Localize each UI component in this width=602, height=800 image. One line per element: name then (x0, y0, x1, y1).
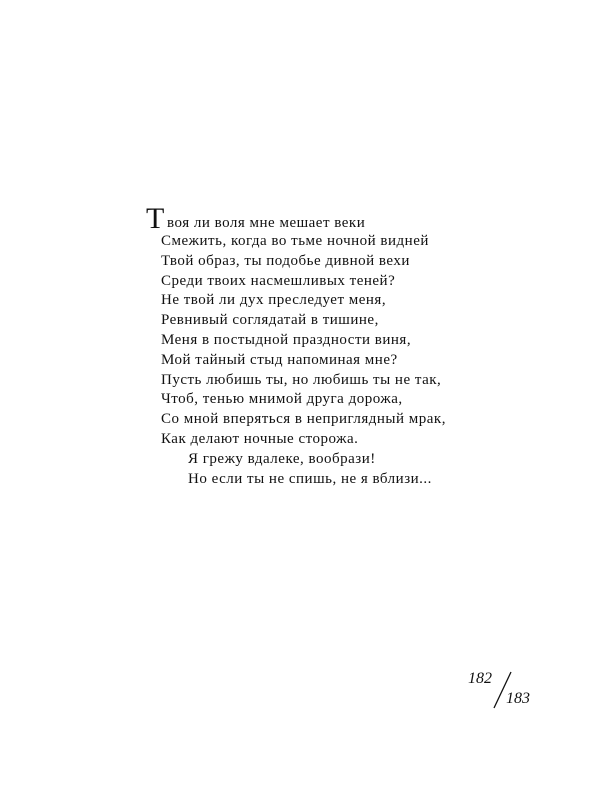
poem-block (146, 204, 586, 489)
dropcap-letter: Т (146, 202, 165, 235)
poem-line: Не твой ли дух преследует меня, (161, 292, 387, 309)
poem-line: Меня в постыдной праздности виня, (161, 331, 412, 348)
page-numbers (462, 668, 542, 712)
poem-line: Мой тайный стыд напоминая мне? (161, 351, 398, 368)
poem-line: Ревнивый соглядатай в тишине, (161, 312, 379, 329)
poem-line: Со мной вперяться в неприглядный мрак, (161, 411, 446, 428)
page-number-right: 183 (506, 690, 530, 707)
poem-lines (146, 232, 586, 489)
poem-first-line (146, 202, 586, 235)
poem-line: Как делают ночные сторожа. (161, 430, 359, 447)
poem-line: Среди твоих насмешливых теней? (161, 272, 396, 289)
poem-line: Но если ты не спишь, не я вблизи... (188, 470, 432, 487)
poem-line: Твой образ, ты подобье дивной вехи (161, 252, 410, 269)
page-number-left: 182 (468, 670, 492, 687)
poem-line: Смежить, когда во тьме ночной видней (161, 233, 429, 249)
poem-line: Чтоб, тенью мнимой друга дорожа, (161, 391, 403, 408)
poem-line: Пусть любишь ты, но любишь ты не так, (161, 371, 442, 388)
poem-first-line-text: воя ли воля мне мешает веки (167, 215, 366, 231)
poem-line: Я грежу вдалеке, вообрази! (188, 450, 376, 467)
